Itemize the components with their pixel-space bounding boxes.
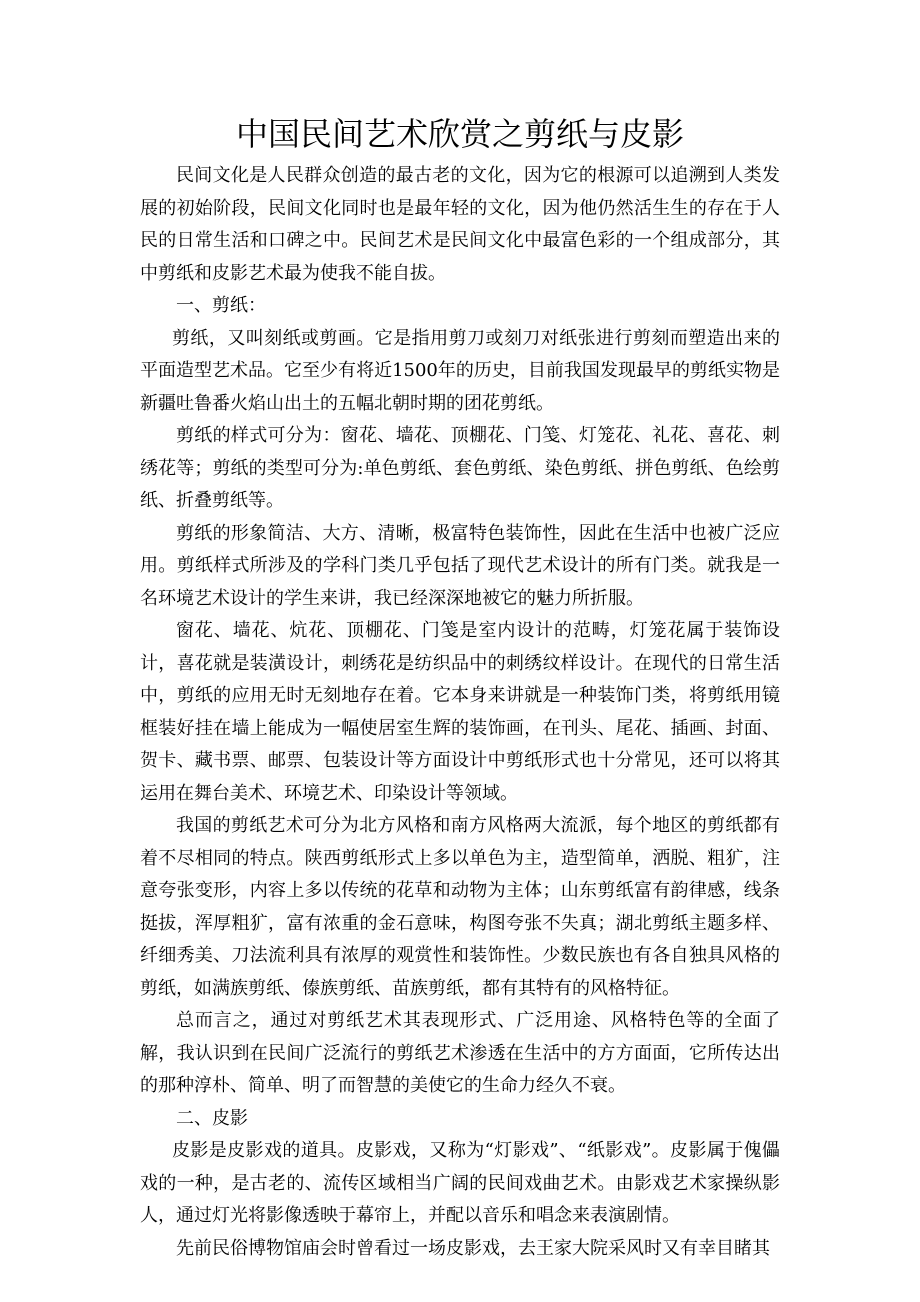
papercut-styles-paragraph: 剪纸的样式可分为：窗花、墙花、顶棚花、门笺、灯笼花、礼花、喜花、刺绣花等；剪纸的类型可分为:单色剪纸、套色剪纸、染色剪纸、拼色剪纸、色绘剪纸、折叠剪纸等。 (140, 425, 780, 511)
shadow-puppet-definition-paragraph: 皮影是皮影戏的道具。皮影戏，又称为“灯影戏”、“纸影戏”。皮影属于傀儡戏的一种，是古老的、流传区域相当广阔的民间戏曲艺术。由影戏艺术家操纵影人，通过灯光将影像透映于幕帘上，并配以音乐和唱念来表演剧情。 (140, 1140, 780, 1226)
document-title: 中国民间艺术欣赏之剪纸与皮影 (235, 115, 684, 153)
intro-paragraph: 民间文化是人民群众创造的最古老的文化，因为它的根源可以追溯到人类发展的初始阶段，民间文化同时也是最年轻的文化，因为他仍然活生生的存在于人民的日常生活和口碑之中。民间艺术是民间文化中最富色彩的一个组成部分，其中剪纸和皮影艺术最为使我不能自拔。 (140, 165, 780, 284)
papercut-design-paragraph: 窗花、墙花、炕花、顶棚花、门笺是室内设计的范畴，灯笼花属于装饰设计，喜花就是装潢设计，刺绣花是纺织品中的刺绣纹样设计。在现代的日常生活中，剪纸的应用无时无刻地存在着。它本身来讲就是一种装饰门类，将剪纸用镜框装好挂在墙上能成为一幅使居室生辉的装饰画，在刊头、尾花、插画、封面、贺卡、藏书票、邮票、包装设计等方面设计中剪纸形式也十分常见，还可以将其运用在舞台美术、环境艺术、印染设计等领域。 (140, 620, 780, 804)
papercut-summary-paragraph: 总而言之，通过对剪纸艺术其表现形式、广泛用途、风格特色等的全面了解，我认识到在民间广泛流行的剪纸艺术渗透在生活中的方方面面，它所传达出的那种淳朴、简单、明了而智慧的美使它的生命力经久不衰。 (140, 1010, 780, 1096)
papercut-regional-paragraph: 我国的剪纸艺术可分为北方风格和南方风格两大流派，每个地区的剪纸都有着不尽相同的特点。陕西剪纸形式上多以单色为主，造型简单，洒脱、粗犷，注意夸张变形，内容上多以传统的花草和动物为主体；山东剪纸富有韵律感，线条挺拔，浑厚粗犷，富有浓重的金石意味，构图夸张不失真；湖北剪纸主题多样、纤细秀美、刀法流利具有浓厚的观赏性和装饰性。少数民族也有各自独具风格的剪纸，如满族剪纸、傣族剪纸、苗族剪纸，都有其特有的风格特征。 (140, 815, 780, 999)
papercut-application-paragraph: 剪纸的形象简洁、大方、清晰，极富特色装饰性，因此在生活中也被广泛应用。剪纸样式所涉及的学科门类几乎包括了现代艺术设计的所有门类。就我是一名环境艺术设计的学生来讲，我已经深深地被它的魅力所折服。 (140, 522, 780, 609)
document-body (140, 112, 780, 1265)
papercut-definition-paragraph: 剪纸，又叫刻纸或剪画。它是指用剪刀或刻刀对纸张进行剪刻而塑造出来的平面造型艺术品。它至少有将近1500年的历史，目前我国发现最早的剪纸实物是新疆吐鲁番火焰山出土的五幅北朝时期的团花剪纸。 (140, 327, 780, 414)
shadow-puppet-experience-paragraph: 先前民俗博物馆庙会时曾看过一场皮影戏，去王家大院采风时又有幸目睹其 (176, 1237, 770, 1259)
section-heading-papercut: 一、剪纸： (176, 295, 266, 316)
section-heading-shadow-puppet: 二、皮影 (176, 1107, 248, 1129)
